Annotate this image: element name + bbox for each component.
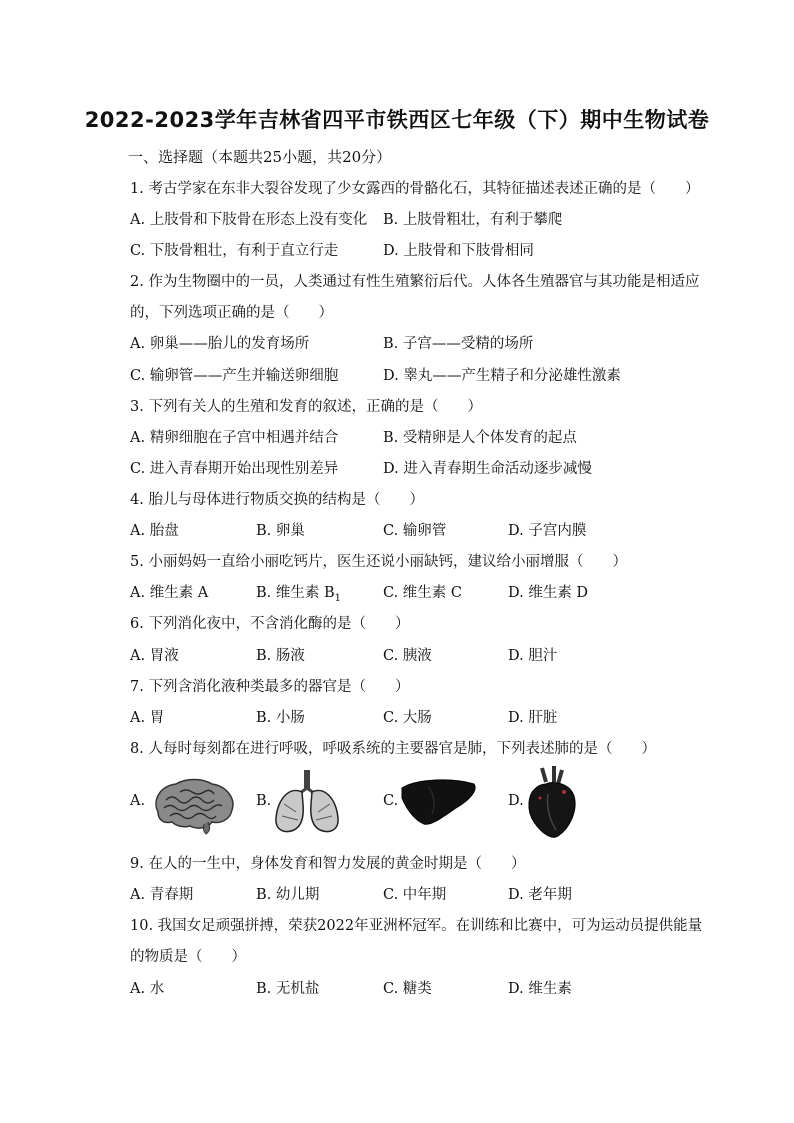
q3-option-d: D. 进入青春期生命活动逐步减慢 (383, 461, 592, 477)
q4-option-c: C. 输卵管 (383, 523, 447, 539)
q6-option-d: D. 胆汁 (508, 648, 558, 664)
q5-option-b-subscript: 1 (334, 592, 342, 604)
q2-option-d: D. 睾丸——产生精子和分泌雄性激素 (383, 368, 621, 384)
q7-option-b: B. 小肠 (256, 710, 305, 726)
q5-option-d: D. 维生素 D (508, 585, 589, 601)
question-6-stem: 6. 下列消化夜中，不含消化酶的是（ ） (130, 616, 410, 632)
q8-option-b: B. (256, 793, 272, 809)
page-title: 2022-2023学年吉林省四平市铁西区七年级（下）期中生物试卷 (84, 108, 710, 132)
q1-option-d: D. 上肢骨和下肢骨相同 (383, 243, 534, 259)
question-2-stem: 2. 作为生物圈中的一员，人类通过有性生殖繁衍后代。人体各生殖器官与其功能是相适应 (130, 274, 700, 290)
q9-option-c: C. 中年期 (383, 887, 447, 903)
question-5-stem: 5. 小丽妈妈一直给小丽吃钙片，医生还说小丽缺钙，建议给小丽增服（ ） (130, 554, 627, 570)
q1-option-c: C. 下肢骨粗壮，有利于直立行走 (130, 243, 339, 259)
q3-option-a: A. 精卵细胞在子宫中相遇并结合 (130, 430, 339, 446)
question-3-stem: 3. 下列有关人的生殖和发育的叙述，正确的是（ ） (130, 399, 482, 415)
q5-option-b (256, 581, 341, 604)
q8-option-c: C. (383, 793, 399, 809)
q4-option-a: A. 胎盘 (130, 523, 179, 539)
q10-option-d: D. 维生素 (508, 981, 572, 997)
q8-option-a: A. (130, 793, 146, 809)
q3-option-c: C. 进入青春期开始出现性别差异 (130, 461, 339, 477)
q9-option-d: D. 老年期 (508, 887, 572, 903)
q10-option-b: B. 无机盐 (256, 981, 320, 997)
section-heading: 一、选择题（本题共25小题，共20分） (128, 148, 392, 166)
q5-option-c: C. 维生素 C (383, 585, 462, 601)
question-10-stem-cont: 的物质是（ ） (130, 949, 246, 965)
q2-option-b: B. 子宫——受精的场所 (383, 336, 534, 352)
question-4-stem: 4. 胎儿与母体进行物质交换的结构是（ ） (130, 492, 424, 508)
q5-option-b-text: B. 维生素 B (256, 585, 335, 601)
question-7-stem: 7. 下列含消化液种类最多的器官是（ ） (130, 679, 410, 695)
question-2-stem-cont: 的，下列选项正确的是（ ） (130, 305, 333, 321)
q2-option-a: A. 卵巢——胎儿的发育场所 (130, 336, 310, 352)
q7-option-c: C. 大肠 (383, 710, 432, 726)
q4-option-b: B. 卵巢 (256, 523, 305, 539)
q3-option-b: B. 受精卵是人个体发育的起点 (383, 430, 577, 446)
q2-option-c: C. 输卵管——产生并输送卵细胞 (130, 368, 339, 384)
lungs-image (272, 768, 342, 836)
question-8-stem: 8. 人每时每刻都在进行呼吸，呼吸系统的主要器官是肺，下列表述肺的是（ ） (130, 741, 656, 757)
q7-option-a: A. 胃 (130, 710, 165, 726)
q8-option-d: D. (508, 793, 524, 809)
brain-image (150, 778, 236, 836)
question-10-stem: 10. 我国女足顽强拼搏，荣获2022年亚洲杯冠军。在训练和比赛中，可为运动员提供能量 (130, 918, 703, 934)
q10-option-c: C. 糖类 (383, 981, 432, 997)
question-1-stem: 1. 考古学家在东非大裂谷发现了少女露西的骨骼化石，其特征描述表述正确的是（ ） (130, 181, 700, 197)
q6-option-c: C. 胰液 (383, 648, 432, 664)
q6-option-a: A. 胃液 (130, 648, 179, 664)
q5-option-a: A. 维生素 A (130, 585, 209, 601)
liver-image (398, 776, 478, 830)
q9-option-a: A. 青春期 (130, 887, 194, 903)
heart-image (524, 764, 580, 840)
q9-option-b: B. 幼儿期 (256, 887, 320, 903)
question-9-stem: 9. 在人的一生中，身体发育和智力发展的黄金时期是（ ） (130, 856, 526, 872)
q1-option-b: B. 上肢骨粗壮，有利于攀爬 (383, 212, 563, 228)
q4-option-d: D. 子宫内膜 (508, 523, 587, 539)
q6-option-b: B. 肠液 (256, 648, 305, 664)
q10-option-a: A. 水 (130, 981, 165, 997)
q7-option-d: D. 肝脏 (508, 710, 558, 726)
q1-option-a: A. 上肢骨和下肢骨在形态上没有变化 (130, 212, 368, 228)
